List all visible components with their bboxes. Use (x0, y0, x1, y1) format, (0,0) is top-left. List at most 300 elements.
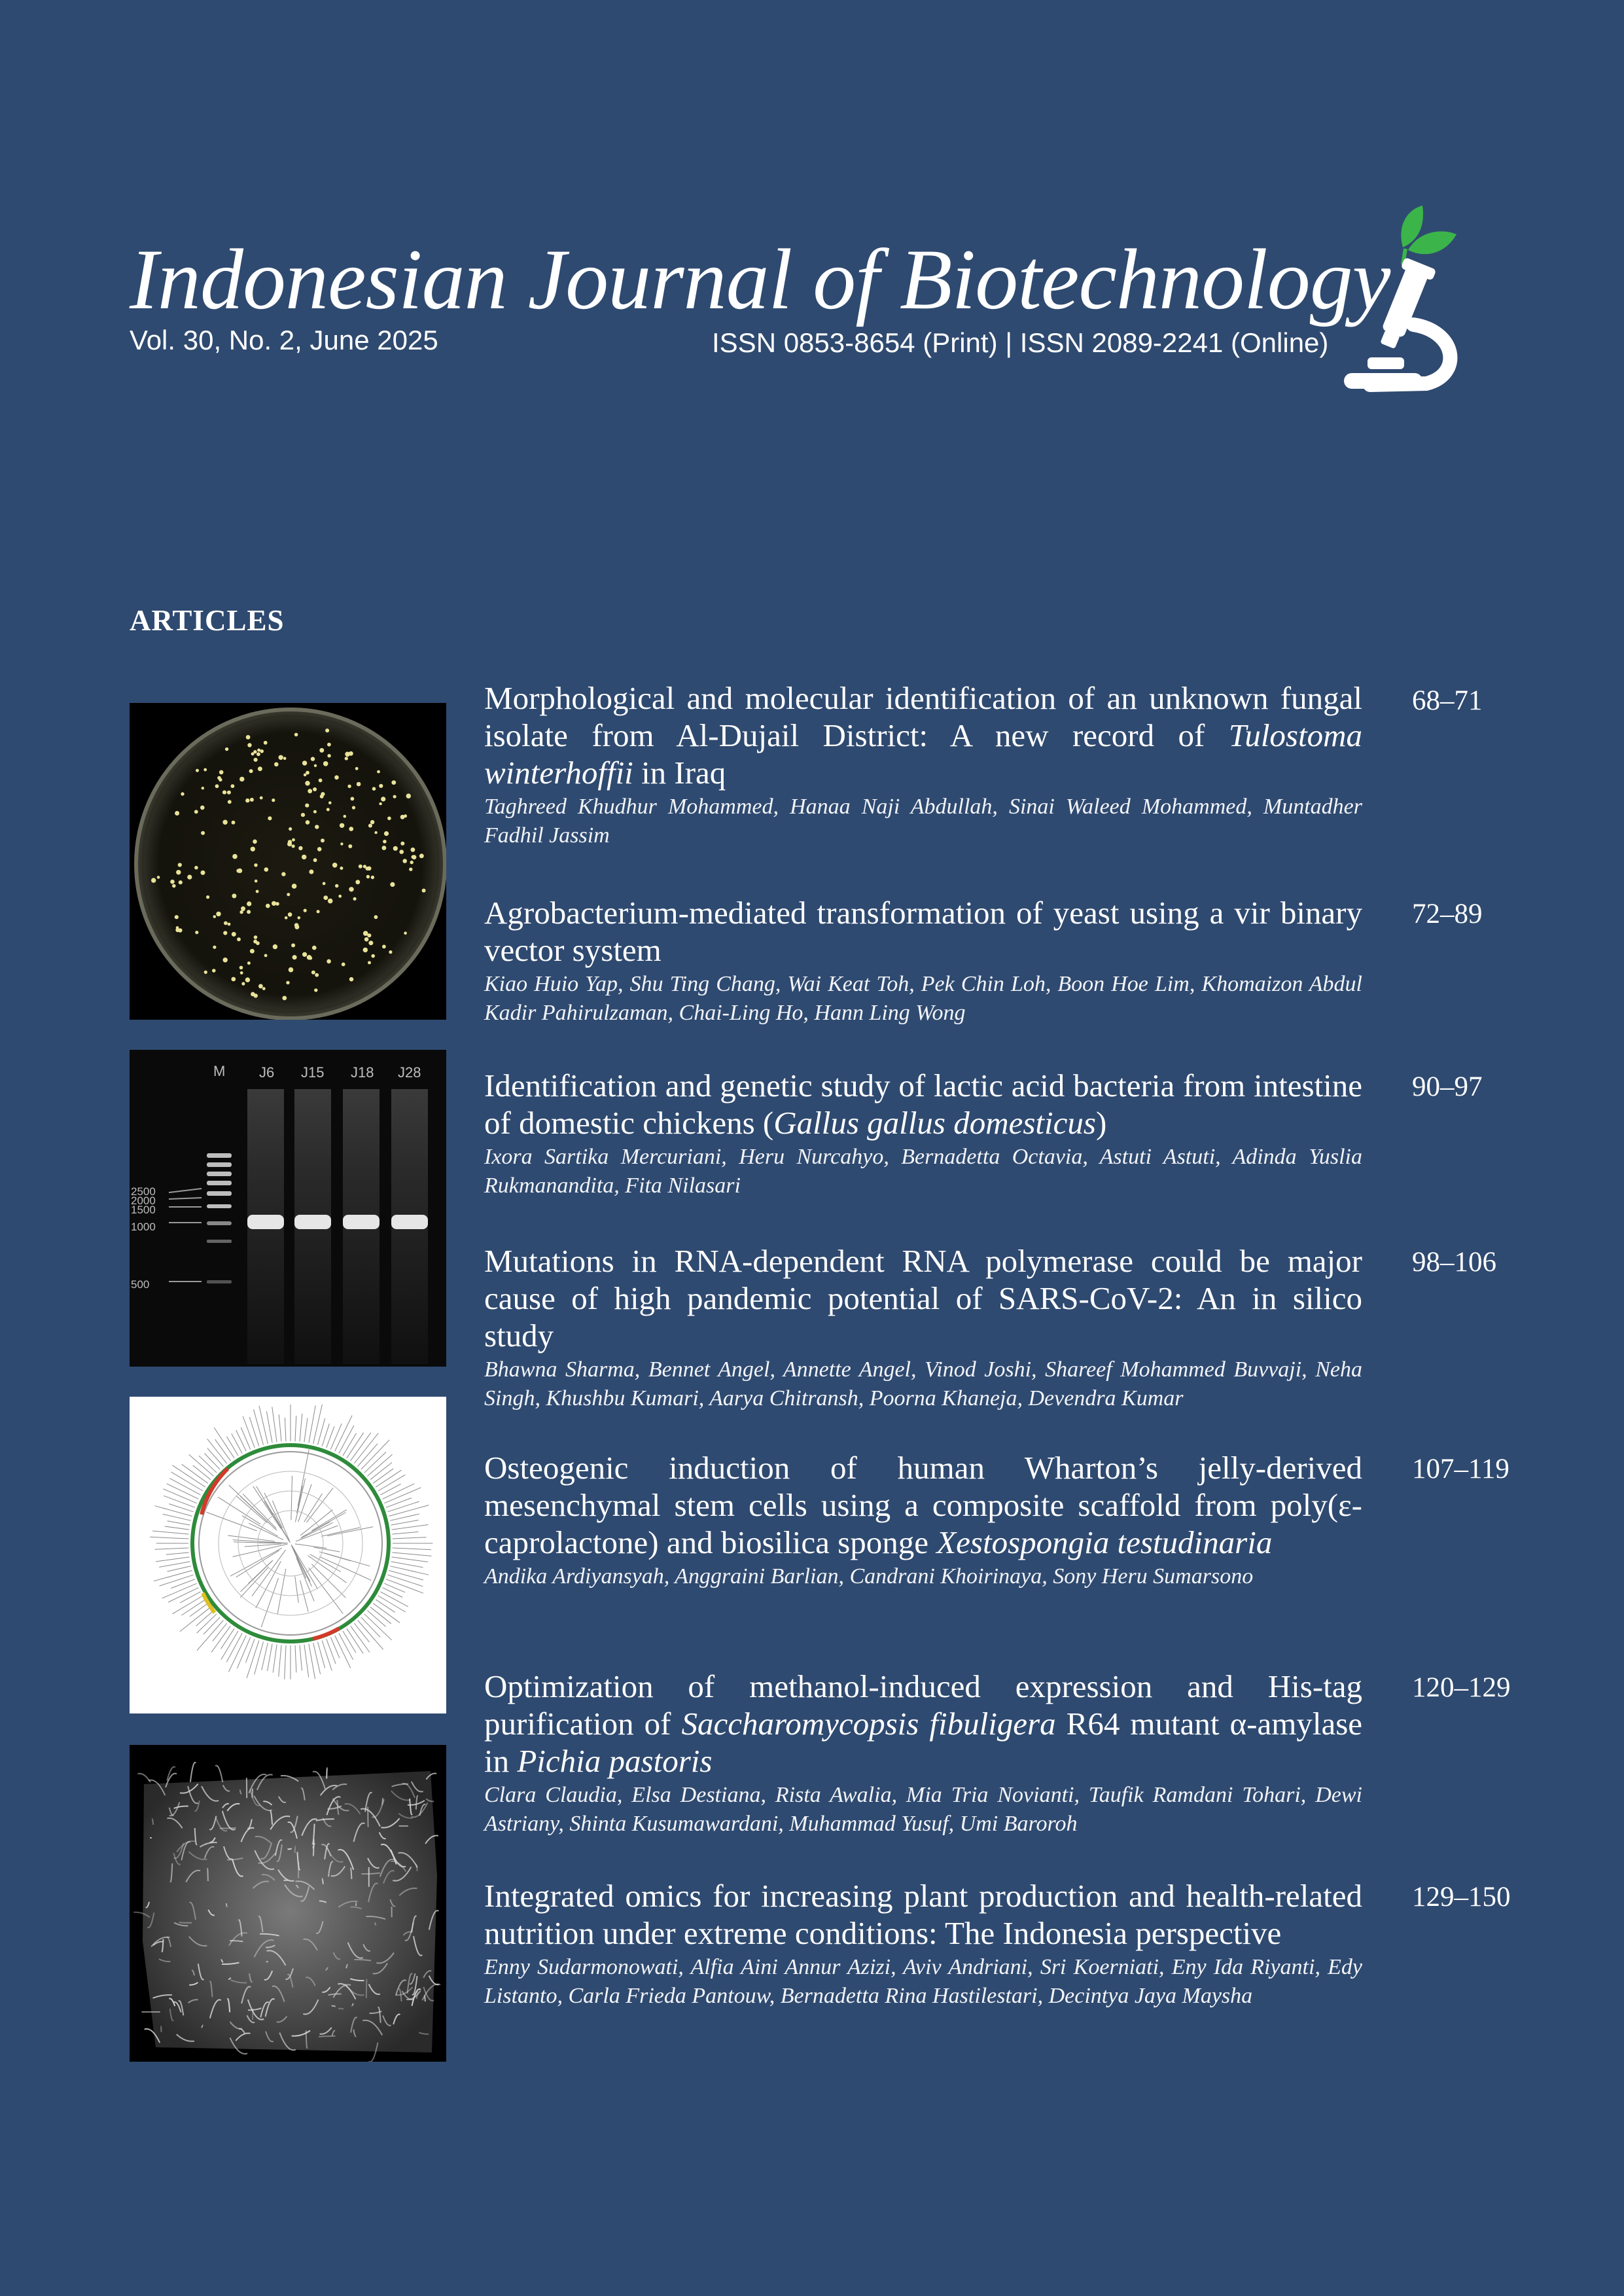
colony-dot (367, 933, 371, 937)
colony-dot (256, 890, 259, 893)
colony-dot (327, 743, 331, 747)
colony-dot (179, 880, 183, 884)
colony-dot (170, 880, 175, 884)
colony-dot (213, 946, 216, 949)
tree-leaf-label (246, 1639, 255, 1662)
tree-leaf-label (163, 1514, 191, 1520)
article-title[interactable]: Mutations in RNA-dependent RNA polymerase could be major cause of high pandemic potential of SARS-CoV-2: An in silico study (484, 1243, 1362, 1354)
colony-dot (222, 820, 227, 825)
colony-dot (366, 867, 370, 870)
gel-lane-label: M (213, 1063, 226, 1079)
tree-leaf-label (393, 1537, 427, 1539)
colony-dot (241, 907, 245, 911)
tree-leaf-label (172, 1465, 205, 1487)
tree-branch (327, 1527, 373, 1536)
colony-dot (213, 915, 217, 918)
colony-dot (172, 884, 176, 888)
tree-leaf-label (295, 1416, 296, 1441)
colony-dot (371, 954, 375, 958)
colony-dot (338, 895, 342, 898)
colony-dot (399, 850, 404, 854)
tree-leaf-label (327, 1639, 336, 1664)
tree-leaf-label (389, 1571, 423, 1581)
tree-leaf-label (159, 1562, 190, 1568)
colony-dot (410, 861, 414, 864)
colony-dot (323, 882, 326, 886)
colony-dot (225, 747, 228, 751)
colony-dot (332, 863, 338, 868)
tree-leaf-label (304, 1418, 308, 1442)
tree-branch (272, 1501, 290, 1543)
scaffold-fiber (220, 1828, 236, 1829)
tree-leaf-label (387, 1575, 423, 1587)
scaffold-fiber (190, 1763, 196, 1782)
tree-branch (308, 1556, 346, 1583)
tree-leaf-label (249, 1417, 259, 1446)
colony-dot (228, 923, 231, 926)
tree-leaf-label (221, 1628, 235, 1649)
tree-leaf-label (330, 1637, 340, 1658)
article-title[interactable]: Morphological and molecular identification of an unknown fungal isolate from Al-Dujail District: A new record of Tulostoma winterhoffii in Iraq (484, 680, 1362, 791)
colony-dot (219, 778, 222, 781)
colony-dot (264, 867, 269, 872)
colony-dot (389, 950, 392, 954)
colony-dot (292, 838, 295, 842)
article-pages: 120–129 (1412, 1672, 1511, 1703)
colony-dot (292, 844, 295, 848)
tree-leaf-label (300, 1645, 302, 1670)
colony-dot (370, 820, 374, 824)
tree-leaf-label (358, 1621, 383, 1650)
scaffold-fiber (332, 2006, 336, 2007)
colony-dot (257, 749, 260, 752)
tree-leaf-label (330, 1424, 342, 1450)
tree-leaf-label (384, 1583, 405, 1592)
colony-dot (279, 755, 283, 760)
colony-dot (195, 931, 198, 934)
colony-dot (402, 859, 407, 863)
article-pages: 129–150 (1412, 1882, 1511, 1912)
colony-dot (272, 798, 275, 802)
colony-dot (409, 868, 412, 871)
colony-dot (236, 869, 240, 872)
colony-dot (194, 866, 198, 870)
colony-dot (393, 795, 397, 798)
tree-leaf-label (343, 1433, 357, 1456)
tree-leaf-label (272, 1407, 277, 1443)
colony-dot (342, 963, 345, 967)
tree-leaf-label (295, 1645, 296, 1673)
tree-leaf-label (227, 1437, 239, 1456)
tree-branch (206, 1512, 256, 1531)
colony-dot (357, 782, 361, 787)
colony-dot (351, 797, 355, 801)
tree-leaf-label (376, 1600, 395, 1612)
colony-dot (328, 801, 332, 804)
tree-leaf-label (368, 1611, 386, 1627)
tree-leaf-label (199, 1456, 217, 1473)
colony-dot (232, 854, 238, 859)
tree-branch (228, 1535, 275, 1541)
tree-leaf-label (241, 1427, 250, 1450)
colony-dot (282, 996, 287, 1001)
colony-dot (204, 971, 207, 974)
scaffold-fiber (366, 1980, 367, 1998)
tree-leaf-label (236, 1430, 247, 1451)
tree-branch (256, 1561, 281, 1608)
tree-leaf-label (354, 1623, 369, 1642)
tree-leaf-label (190, 1604, 208, 1617)
tree-leaf-label (171, 1579, 195, 1588)
tree-leaf-label (254, 1410, 264, 1445)
colony-dot (200, 806, 205, 810)
colony-dot (315, 973, 319, 977)
colony-dot (368, 961, 371, 964)
article-title[interactable]: Identification and genetic study of lactic acid bacteria from intestine of domestic chickens (Gallus gallus domesticus) (484, 1067, 1362, 1141)
colony-dot (224, 922, 228, 925)
colony-dot (302, 952, 307, 957)
tree-leaf-label (392, 1557, 428, 1562)
article-entry[interactable] (484, 1877, 1362, 2011)
tree-leaf-label (285, 1645, 286, 1679)
tree-leaf-label (196, 1611, 214, 1626)
colony-dot (268, 816, 272, 820)
colony-dot (212, 969, 216, 973)
tree-branch (261, 1578, 278, 1627)
colony-dot (223, 931, 227, 935)
tree-leaf-label (268, 1644, 273, 1672)
colony-dot (253, 840, 257, 844)
colony-dot (327, 808, 330, 811)
colony-dot (335, 884, 338, 888)
colony-dot (274, 762, 279, 767)
tree-leaf-label (387, 1501, 419, 1512)
colony-dot (245, 798, 249, 802)
tree-leaf-label (373, 1469, 393, 1484)
colony-dot (390, 882, 395, 887)
article-entry[interactable] (484, 894, 1362, 1028)
colony-dot (304, 909, 307, 912)
gel-ladder-label: 1500 (131, 1204, 156, 1216)
tree-leaf-label (266, 1411, 272, 1443)
tree-leaf-label (243, 1416, 255, 1448)
colony-dot (223, 958, 228, 962)
colony-dot (340, 867, 343, 870)
colony-dot (345, 757, 348, 760)
scaffold-fiber (161, 2026, 162, 2032)
tree-leaf-label (155, 1506, 192, 1516)
colony-dot (258, 766, 262, 771)
colony-dot (256, 752, 260, 756)
tree-leaf-label (392, 1525, 429, 1530)
tree-leaf-label (391, 1562, 423, 1568)
gel-ladder-label: 2500 (131, 1185, 156, 1198)
tree-leaf-label (181, 1600, 205, 1615)
colony-dot (325, 728, 329, 732)
tree-branch (249, 1523, 283, 1539)
colony-dot (175, 811, 179, 816)
colony-dot (216, 912, 221, 916)
tree-leaf-label (156, 1557, 189, 1562)
scaffold-fiber (252, 1789, 253, 1797)
colony-dot (187, 875, 192, 880)
colony-dot (260, 749, 264, 753)
colony-dot (312, 946, 317, 950)
colony-dot (302, 761, 307, 765)
colony-dot (411, 848, 415, 852)
colony-dot (232, 821, 236, 825)
tree-leaf-label (215, 1439, 231, 1461)
scaffold-fiber (138, 1774, 150, 1782)
article-authors: Bhawna Sharma, Bennet Angel, Annette Angel, Vinod Joshi, Shareef Mohammed Buvvaji, Neha Singh, Khushbu Kumari, Aarya Chitransh, Poorna Khaneja, Devendra Kumar (484, 1357, 1362, 1410)
colony-dot (275, 902, 279, 906)
colony-dot (412, 855, 416, 859)
colony-dot (292, 955, 297, 960)
tree-leaf-label (380, 1484, 400, 1495)
colony-dot (309, 870, 313, 874)
colony-dot (250, 798, 254, 802)
issn-numbers: ISSN 0853-8654 (Print) | ISSN 2089-2241 (Online) (712, 327, 1329, 358)
tree-leaf-label (392, 1532, 418, 1534)
colony-dot (334, 776, 339, 780)
colony-dot (254, 994, 258, 997)
colony-dot (264, 741, 268, 745)
colony-dot (311, 971, 315, 975)
article-entry[interactable] (484, 1067, 1362, 1200)
tree-branch (309, 1568, 344, 1613)
colony-dot (247, 910, 251, 914)
colony-dot (201, 870, 205, 875)
colony-dot (355, 767, 359, 770)
colony-dot (393, 846, 398, 851)
article-entry[interactable] (484, 679, 1362, 850)
colony-dot (287, 842, 292, 846)
colony-dot (260, 797, 263, 800)
tree-branch (295, 1577, 298, 1603)
colony-dot (317, 910, 320, 913)
tree-leaf-label (168, 1521, 190, 1525)
colony-dot (327, 960, 331, 964)
gel-ladder-label: 500 (131, 1278, 150, 1291)
colony-dot (194, 810, 198, 814)
tree-leaf-label (304, 1645, 309, 1677)
colony-dot (241, 982, 245, 985)
colony-dot (349, 977, 354, 982)
colony-dot (327, 754, 330, 757)
colony-dot (419, 853, 424, 858)
colony-dot (355, 880, 360, 884)
colony-dot (196, 769, 199, 772)
tree-branch (297, 1486, 303, 1513)
colony-dot (344, 815, 347, 818)
colony-dot (382, 846, 387, 850)
tree-branch (218, 1497, 260, 1524)
gel-lane-label: J15 (301, 1064, 325, 1081)
scaffold-fiber (319, 2036, 336, 2037)
microscope-sprout-icon (1335, 196, 1472, 393)
tree-leaf-label (279, 1645, 281, 1676)
tree-leaf-label (247, 1640, 259, 1678)
article-entry[interactable] (484, 1449, 1362, 1591)
gel-lane-label: J6 (259, 1064, 275, 1081)
tree-branch (298, 1450, 309, 1506)
tree-leaf-label (386, 1498, 412, 1508)
colony-dot (368, 824, 372, 828)
colony-dot (349, 887, 353, 891)
colony-dot (228, 800, 232, 804)
tree-leaf-label (164, 1496, 195, 1507)
tree-branch (311, 1564, 345, 1598)
article-pages: 107–119 (1412, 1454, 1509, 1484)
colony-dot (315, 825, 319, 829)
section-heading: ARTICLES (130, 604, 285, 637)
colony-dot (294, 923, 299, 927)
colony-dot (366, 875, 370, 878)
colony-dot (181, 792, 184, 795)
tree-branch (242, 1516, 278, 1536)
colony-dot (175, 915, 179, 919)
colony-dot (231, 784, 235, 788)
colony-dot (264, 954, 268, 958)
colony-dot (391, 780, 396, 785)
tree-branch (241, 1560, 274, 1592)
article-title[interactable]: Integrated omics for increasing plant production and health-related nutrition under extreme conditions: The Indonesia perspective (484, 1878, 1362, 1951)
colony-dot (313, 858, 317, 862)
colony-dot (352, 806, 355, 809)
article-pages: 72–89 (1412, 899, 1483, 929)
colony-dot (404, 931, 407, 935)
scaffold-fiber (179, 1922, 192, 1923)
tree-leaf-label (203, 1617, 220, 1634)
colony-dot (151, 878, 156, 882)
gel-lane-label: J28 (398, 1064, 421, 1081)
colony-dot (306, 771, 309, 775)
colony-dot (372, 787, 376, 791)
tree-leaf-label (383, 1588, 403, 1598)
colony-dot (289, 967, 294, 973)
tree-leaf-label (154, 1571, 192, 1581)
scaffold-micrograph-image (130, 1745, 446, 2062)
tree-leaf-label (166, 1552, 189, 1554)
tree-leaf-label (273, 1645, 277, 1673)
colony-dot (246, 735, 251, 740)
article-authors: Andika Ardiyansyah, Anggraini Barlian, Candrani Khoirinaya, Sony Heru Sumarsono (484, 1564, 1254, 1588)
tree-leaf-label (262, 1643, 268, 1670)
tree-leaf-label (160, 1575, 194, 1586)
tree-branch (298, 1484, 312, 1522)
colony-dot (371, 876, 374, 879)
article-pages: 68–71 (1412, 685, 1483, 716)
tree-branch (319, 1556, 371, 1580)
scaffold-fiber (150, 1837, 151, 1838)
gel-ladder-label: 2000 (131, 1194, 156, 1207)
tree-branch (295, 1544, 327, 1549)
colony-dot (249, 769, 253, 773)
colony-dot (374, 831, 377, 834)
article-pages: 90–97 (1412, 1071, 1483, 1102)
tree-leaf-label (364, 1614, 392, 1640)
tree-leaf-label (386, 1579, 423, 1593)
colony-dot (319, 778, 323, 782)
tree-branch (314, 1547, 340, 1552)
tree-leaf-label (361, 1440, 389, 1469)
colony-dot (254, 935, 258, 939)
article-title[interactable]: Agrobacterium-mediated transformation of yeast using a vir binary vector system (484, 895, 1362, 968)
colony-dot (340, 823, 344, 828)
article-title[interactable]: Osteogenic induction of human Wharton’s jelly-derived mesenchymal stem cells using a composite scaffold from poly(ε-caprolactone) and biosilica sponge Xestospongia testudinaria (484, 1450, 1362, 1560)
colony-dot (255, 880, 258, 883)
agarose-gel-electrophoresis-image (130, 1050, 446, 1367)
tree-leaf-label (343, 1631, 356, 1653)
colony-dot (383, 840, 387, 844)
colony-dot (250, 949, 255, 954)
article-entry[interactable] (484, 1668, 1362, 1839)
colony-dot (176, 870, 181, 874)
tree-leaf-label (207, 1448, 224, 1467)
colony-dot (349, 827, 353, 831)
colony-dot (317, 847, 322, 852)
tree-leaf-label (370, 1607, 391, 1624)
colony-dot (348, 844, 352, 848)
scaffold-fiber (288, 1848, 292, 1849)
colony-dot (294, 733, 298, 737)
colony-dot (308, 789, 312, 793)
tree-leaf-label (285, 1418, 286, 1441)
tree-leaf-label (193, 1465, 211, 1480)
colony-dot (266, 904, 270, 908)
colony-dot (314, 764, 317, 767)
colony-dot (379, 784, 383, 788)
colony-dot (285, 916, 288, 920)
tree-leaf-label (165, 1526, 190, 1530)
colony-dot (247, 901, 251, 906)
colony-dot (319, 748, 324, 753)
colony-dot (287, 893, 290, 896)
colony-dot (379, 802, 381, 805)
tree-leaf-label (389, 1505, 429, 1516)
colony-dot (384, 831, 389, 836)
gel-lane-label: J18 (351, 1064, 374, 1081)
colony-dot (340, 842, 343, 845)
colony-dot (292, 884, 297, 889)
colony-dot (237, 937, 241, 941)
colony-dot (359, 865, 362, 869)
colony-dot (231, 977, 236, 982)
article-title[interactable]: Optimization of methanol-induced expression and His-tag purification of Saccharomycopsis fibuligera R64 mutant α-amylase in Pichia pastoris (484, 1668, 1363, 1779)
colony-dot (323, 761, 328, 766)
article-authors: Ixora Sartika Mercuriani, Heru Nurcahyo, Bernadetta Octavia, Astuti Astuti, Adinda Yuslia Rukmanandita, Fita Nilasari (484, 1145, 1362, 1198)
colony-dot (247, 743, 251, 747)
colony-dot (202, 787, 204, 789)
article-authors: Clara Claudia, Elsa Destiana, Rista Awalia, Mia Tria Novianti, Taufik Ramdani Tohari, Dewi Astriany, Shinta Kusumawardani, Muhammad Yusuf, Umi Baroroh (484, 1783, 1362, 1836)
scaffold-fiber (207, 1869, 208, 1881)
tree-branch (296, 1526, 338, 1541)
tree-leaf-label (392, 1552, 431, 1556)
colony-dot (288, 912, 292, 917)
article-authors: Enny Sudarmonowati, Alfia Aini Annur Azizi, Aviv Andriani, Sri Koerniati, Eny Ida Riyanti, Edy Listanto, Carla Frieda Pantouw, Bernadetta Rina Hastilestari, Decintya Jaya Maysha (484, 1955, 1362, 2008)
colony-dot (314, 988, 317, 992)
article-pages: 98–106 (1412, 1247, 1496, 1278)
colony-dot (203, 768, 207, 772)
colony-dot (377, 770, 380, 774)
colony-dot (349, 751, 353, 756)
colony-dot (245, 977, 250, 982)
colony-dot (254, 758, 258, 762)
tree-branch (291, 1476, 292, 1520)
tree-leaf-label (232, 1433, 242, 1453)
colony-dot (272, 901, 276, 906)
article-entry[interactable] (484, 1242, 1362, 1413)
